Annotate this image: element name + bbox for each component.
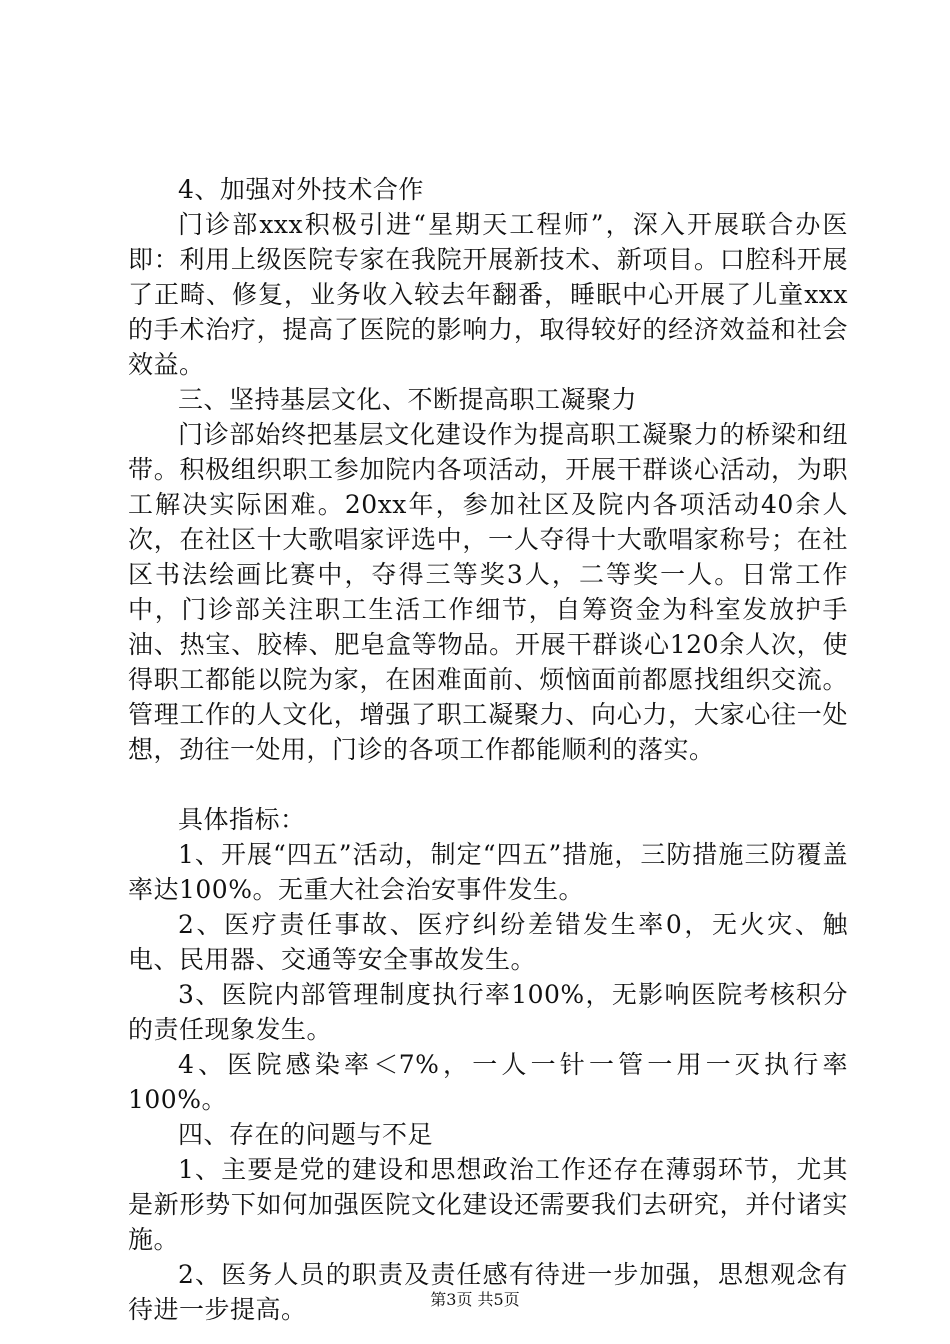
heading-specific-indicators: 具体指标：: [178, 805, 306, 834]
document-body: [128, 172, 848, 1327]
indicator-2: 2、医疗责任事故、医疗纠纷差错发生率0，无火灾、触电、民用器、交通等安全事故发生。: [128, 910, 848, 974]
heading-4-problems: 四、存在的问题与不足: [178, 1120, 434, 1149]
problem-2: 2、医务人员的职责及责任感有待进一步加强，思想观念有待进一步提高。: [128, 1260, 848, 1324]
paragraph-joint-hospital: 门诊部xxx积极引进“星期天工程师”，深入开展联合办医即：利用上级医院专家在我院开展新技术、新项目。口腔科开展了正畸、修复，业务收入较去年翻番，睡眠中心开展了儿童xxx的手术治疗，提高了医院的影响力，取得较好的经济效益和社会效益。: [128, 210, 848, 379]
indicator-4: 4、医院感染率＜7%，一人一针一管一用一灭执行率100%。: [128, 1050, 848, 1114]
problem-1: 1、主要是党的建设和思想政治工作还存在薄弱环节，尤其是新形势下如何加强医院文化建设还需要我们去研究，并付诸实施。: [128, 1155, 848, 1254]
heading-4-external-cooperation: 4、加强对外技术合作: [178, 175, 424, 204]
paragraph-culture-building: 门诊部始终把基层文化建设作为提高职工凝聚力的桥梁和纽带。积极组织职工参加院内各项活动，开展干群谈心活动，为职工解决实际困难。20xx年，参加社区及院内各项活动40余人次，在社区十大歌唱家评选中，一人夺得十大歌唱家称号；在社区书法绘画比赛中，夺得三等奖3人，二等奖一人。日常工作中，门诊部关注职工生活工作细节，自筹资金为科室发放护手油、热宝、胶棒、肥皂盒等物品。开展干群谈心120余人次，使得职工都能以院为家，在困难面前、烦恼面前都愿找组织交流。管理工作的人文化，增强了职工凝聚力、向心力，大家心往一处想，劲往一处用，门诊的各项工作都能顺利的落实。: [128, 420, 848, 764]
indicator-3: 3、医院内部管理制度执行率100%，无影响医院考核积分的责任现象发生。: [128, 980, 848, 1044]
indicator-1: 1、开展“四五”活动，制定“四五”措施，三防措施三防覆盖率达100%。无重大社会治安事件发生。: [128, 840, 848, 904]
heading-3-grassroots-culture: 三、坚持基层文化、不断提高职工凝聚力: [178, 385, 638, 414]
blank-line: [128, 767, 848, 802]
page-number-footer: 第3页 共5页: [430, 1290, 520, 1309]
